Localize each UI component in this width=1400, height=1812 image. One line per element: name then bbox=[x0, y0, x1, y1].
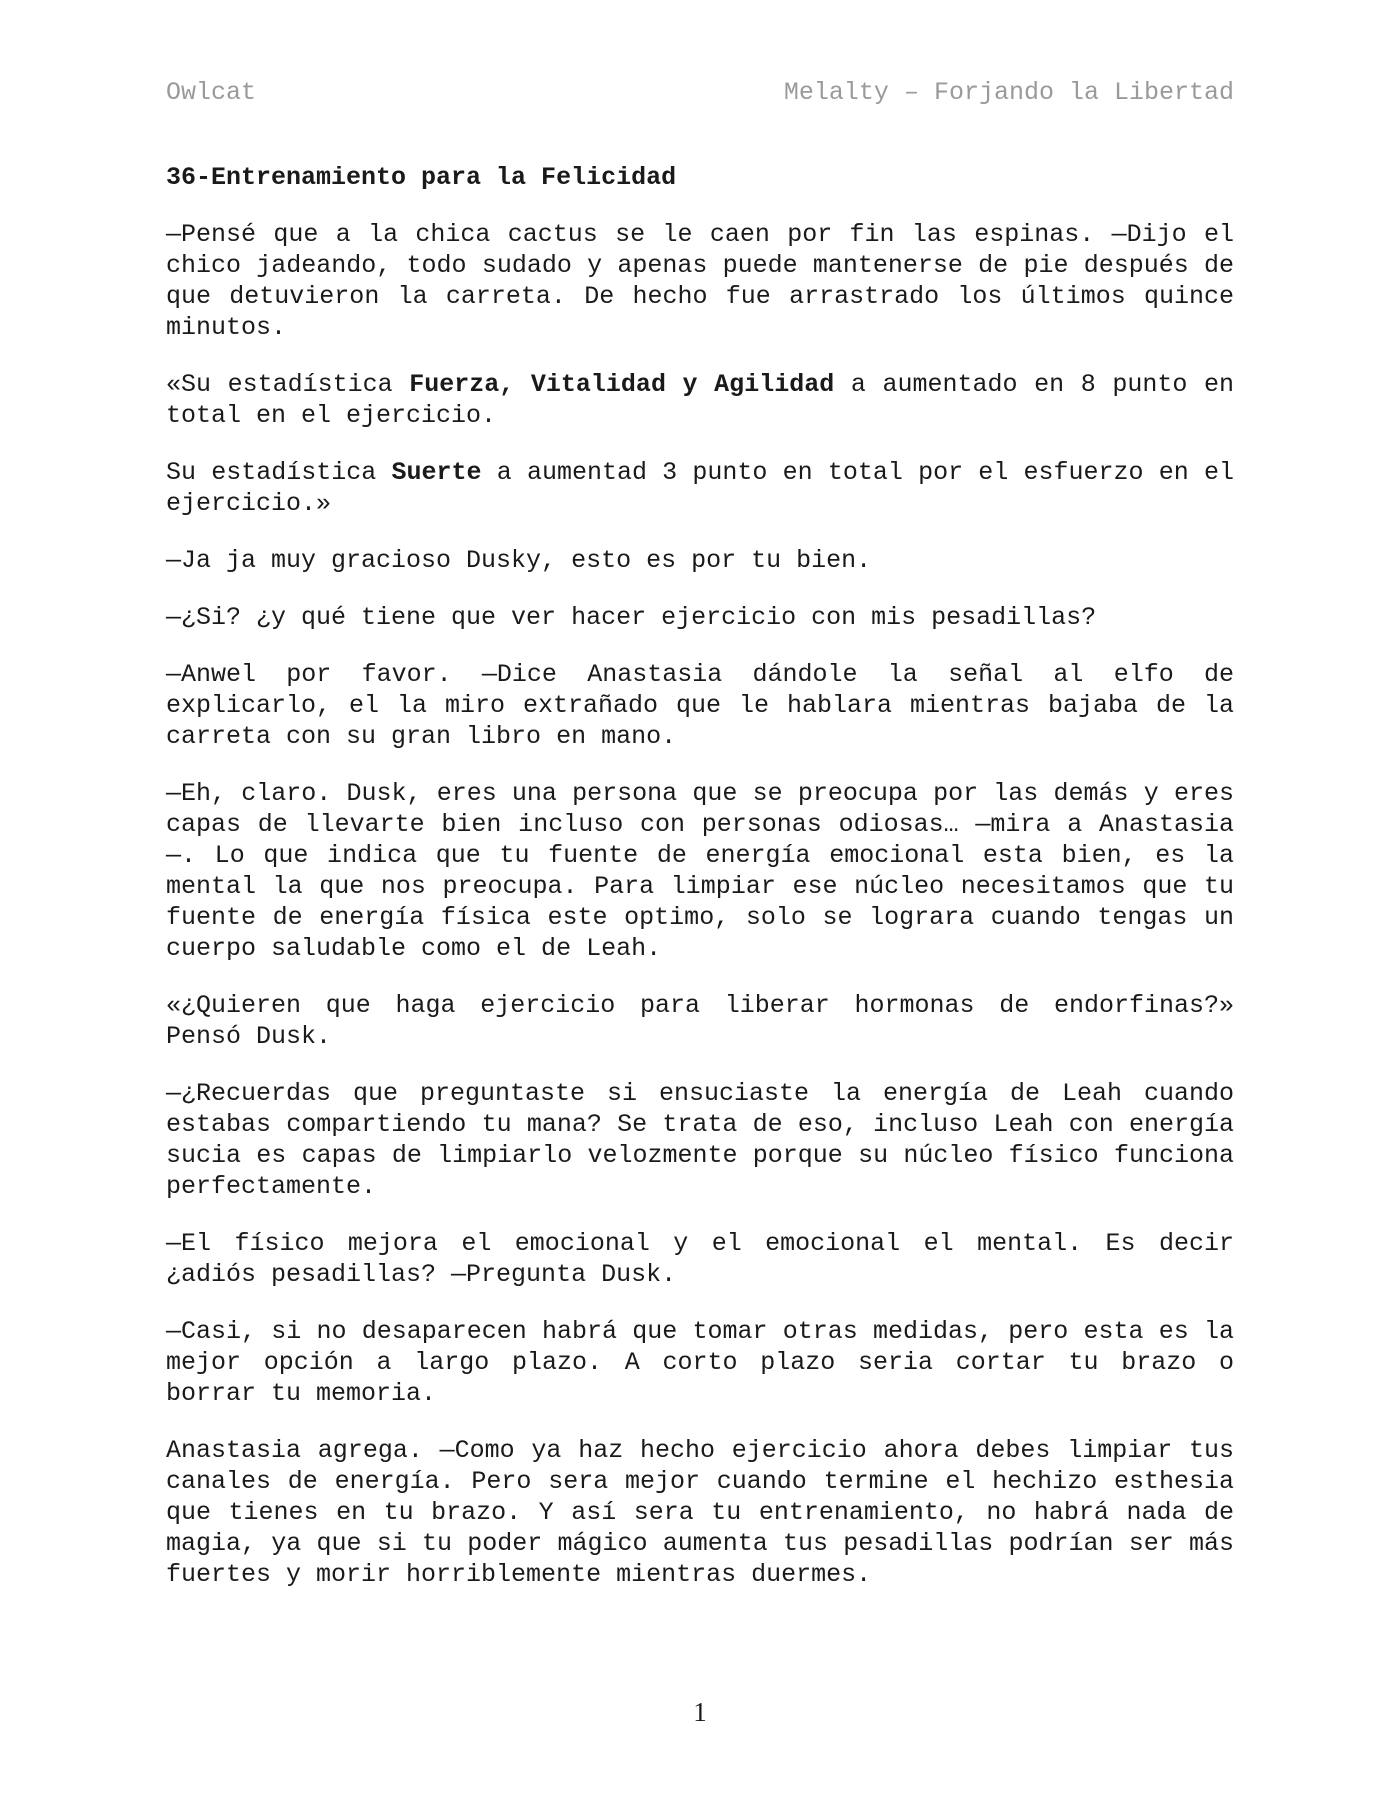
paragraph-12: Anastasia agrega. —Como ya haz hecho ejercicio ahora debes limpiar tus canales de energía. Pero sera mejor cuando termine el hechizo esthesia que tienes en tu brazo. Y así sera tu entrenamiento, no habrá nada de magia, ya que si tu poder mágico aumenta tus pesadillas podrían ser más fuertes y morir horriblemente mientras duermes. bbox=[166, 1436, 1234, 1589]
paragraph-2-bold: Fuerza, Vitalidad y Agilidad bbox=[409, 370, 835, 399]
paragraph-4: —Ja ja muy gracioso Dusky, esto es por tu bien. bbox=[166, 546, 872, 575]
paragraph-3 bbox=[166, 457, 1234, 519]
header-author: Owlcat bbox=[166, 78, 257, 107]
paragraph-11: —Casi, si no desaparecen habrá que tomar otras medidas, pero esta es la mejor opción a largo plazo. A corto plazo seria cortar tu brazo o borrar tu memoria. bbox=[166, 1317, 1234, 1408]
page-header bbox=[166, 80, 1234, 105]
paragraph-2-pre: «Su estadística bbox=[166, 370, 410, 399]
page-number: 1 bbox=[693, 1697, 707, 1727]
paragraph-7: —Eh, claro. Dusk, eres una persona que se preocupa por las demás y eres capas de llevarte bien incluso con personas odiosas… —mira a Anastasia—. Lo que indica que tu fuente de energía emocional esta bien, es la mental la que nos preocupa. Para limpiar ese núcleo necesitamos que tu fuente de energía física este optimo, solo se lograra cuando tengas un cuerpo saludable como el de Leah. bbox=[166, 779, 1234, 963]
paragraph-10: —El físico mejora el emocional y el emocional el mental. Es decir ¿adiós pesadillas? —Pregunta Dusk. bbox=[166, 1229, 1234, 1289]
paragraph-9: —¿Recuerdas que preguntaste si ensuciaste la energía de Leah cuando estabas compartiendo tu mana? Se trata de eso, incluso Leah con energía sucia es capas de limpiarlo velozmente porque su núcleo físico funciona perfectamente. bbox=[166, 1079, 1234, 1201]
paragraph-5: —¿Si? ¿y qué tiene que ver hacer ejercicio con mis pesadillas? bbox=[166, 603, 1097, 632]
page-body bbox=[166, 162, 1234, 1616]
paragraph-1: —Pensé que a la chica cactus se le caen por fin las espinas. —Dijo el chico jadeando, todo sudado y apenas puede mantenerse de pie después de que detuvieron la carreta. De hecho fue arrastrado los últimos quince minutos. bbox=[166, 220, 1234, 342]
paragraph-2 bbox=[166, 369, 1234, 431]
paragraph-6: —Anwel por favor. —Dice Anastasia dándole la señal al elfo de explicarlo, el la miro extrañado que le hablara mientras bajaba de la carreta con su gran libro en mano. bbox=[166, 660, 1234, 751]
chapter-title: 36-Entrenamiento para la Felicidad bbox=[166, 163, 677, 192]
paragraph-3-post: a aumentad 3 punto en total por el esfuerzo en el ejercicio.» bbox=[166, 458, 1235, 518]
paragraph-3-bold: Suerte bbox=[391, 458, 482, 487]
paragraph-2-post: a aumentado en 8 punto en total en el ejercicio. bbox=[166, 370, 1234, 430]
header-book-title: Melalty – Forjando la Libertad bbox=[783, 78, 1234, 107]
paragraph-3-pre: Su estadística bbox=[166, 458, 392, 487]
paragraph-8: «¿Quieren que haga ejercicio para liberar hormonas de endorfinas?» Pensó Dusk. bbox=[166, 991, 1234, 1051]
